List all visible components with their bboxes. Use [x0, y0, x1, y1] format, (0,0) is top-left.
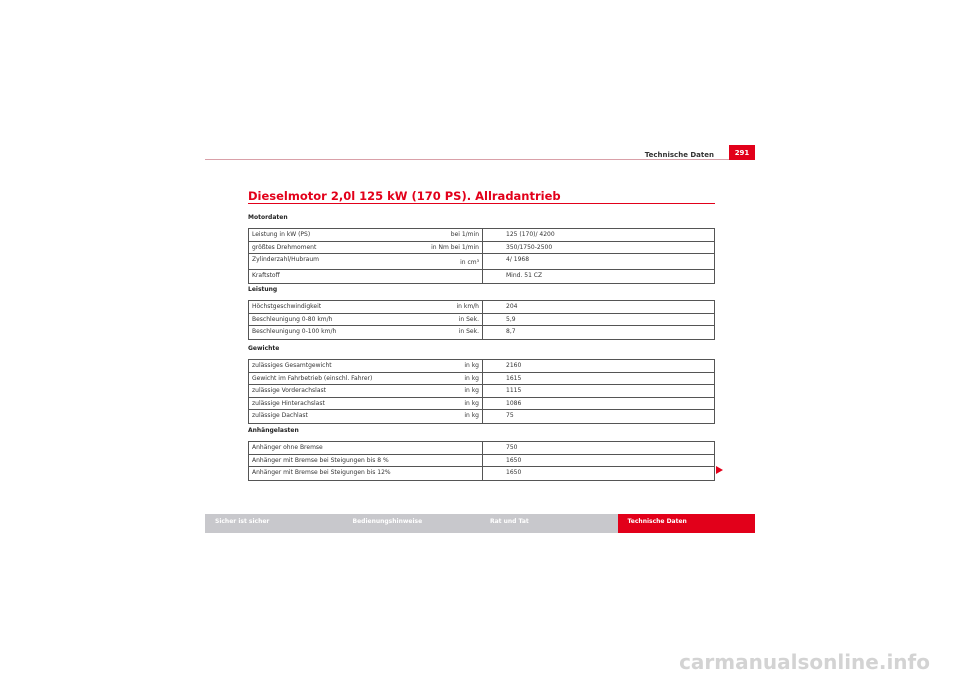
footer-tab-bedienungshinweise[interactable]: Bedienungshinweise: [343, 514, 481, 533]
row-unit: in km/h: [456, 303, 479, 310]
row-value: 204: [506, 303, 518, 310]
row-value: 8,7: [506, 328, 516, 335]
row-value: 1615: [506, 374, 522, 382]
row-label: zulässige Dachlast: [252, 412, 308, 419]
table-row: [249, 467, 714, 480]
row-value: 750: [506, 444, 518, 451]
row-unit: in cm³: [460, 259, 479, 266]
row-label: Gewicht im Fahrbetrieb (einschl. Fahrer): [252, 374, 373, 382]
page-title: Dieselmotor 2,0l 125 kW (170 PS). Allradantrieb: [248, 189, 561, 203]
table-anhaengelasten: [248, 441, 715, 481]
row-unit: in Nm bei 1/min: [431, 243, 479, 251]
footer-tab-rat-und-tat[interactable]: Rat und Tat: [480, 514, 618, 533]
table-row: [249, 398, 714, 411]
row-unit: in kg: [464, 362, 479, 369]
row-unit: in kg: [464, 399, 479, 407]
row-label: Beschleunigung 0-100 km/h: [252, 328, 337, 335]
row-value: Mind. 51 CZ: [506, 272, 543, 279]
row-unit: in kg: [464, 387, 479, 394]
row-label: zulässige Hinterachslast: [252, 399, 325, 407]
row-unit: bei 1/min: [450, 231, 479, 238]
next-page-arrow-icon[interactable]: [716, 466, 723, 474]
section-label-motordaten: Motordaten: [248, 214, 288, 221]
table-row: [249, 373, 714, 386]
row-unit: in Sek.: [458, 315, 479, 323]
row-label: zulässiges Gesamtgewicht: [252, 362, 332, 369]
row-value: 1650: [506, 456, 522, 464]
row-unit: in kg: [464, 412, 479, 419]
row-value: 125 (170)/ 4200: [506, 231, 555, 238]
section-label-leistung: Leistung: [248, 286, 278, 293]
watermark: carmanualsonline.info: [679, 650, 930, 674]
footer-tab-technische-daten[interactable]: Technische Daten: [618, 514, 756, 533]
table-row: [249, 314, 714, 327]
table-motordaten: [248, 228, 715, 284]
row-label: Zylinderzahl/Hubraum: [252, 256, 319, 263]
table-row: [249, 242, 714, 255]
row-value: 1086: [506, 399, 522, 407]
row-label: Anhänger ohne Bremse: [252, 444, 323, 451]
table-row: [249, 301, 714, 314]
row-value: 5,9: [506, 315, 516, 323]
row-label: Anhänger mit Bremse bei Steigungen bis 8 %: [252, 456, 389, 464]
row-label: zulässige Vorderachslast: [252, 387, 326, 394]
table-row: [249, 360, 714, 373]
row-label: Beschleunigung 0-80 km/h: [252, 315, 333, 323]
row-label: Anhänger mit Bremse bei Steigungen bis 12%: [252, 469, 391, 476]
table-gewichte: [248, 359, 715, 424]
row-value: 350/1750-2500: [506, 243, 553, 251]
section-label-anhaengelasten: Anhängelasten: [248, 427, 299, 434]
table-row: [249, 326, 714, 339]
row-unit: in Sek.: [458, 328, 479, 335]
row-value: 4/ 1968: [506, 256, 530, 263]
title-rule: [248, 203, 715, 204]
table-row: [249, 410, 714, 423]
row-label: Leistung in kW (PS): [252, 231, 311, 238]
row-label: Höchstgeschwindigkeit: [252, 303, 322, 310]
footer-tab-sicher-ist-sicher[interactable]: Sicher ist sicher: [205, 514, 343, 533]
page-number-badge: 291: [729, 145, 755, 160]
table-row: [249, 229, 714, 242]
header-rule: [205, 159, 755, 160]
row-value: 2160: [506, 362, 522, 369]
section-label-gewichte: Gewichte: [248, 345, 280, 352]
row-label: größtes Drehmoment: [252, 243, 317, 251]
row-value: 1650: [506, 469, 522, 476]
table-row: [249, 270, 714, 283]
table-row: [249, 455, 714, 468]
row-label: Kraftstoff: [252, 272, 280, 279]
table-row: [249, 254, 714, 270]
row-unit: in kg: [464, 374, 479, 382]
table-row: [249, 442, 714, 455]
table-leistung: [248, 300, 715, 340]
running-header-title: Technische Daten: [644, 151, 714, 159]
row-value: 75: [506, 412, 514, 419]
footer-nav: [205, 514, 755, 533]
table-row: [249, 385, 714, 398]
row-value: 1115: [506, 387, 522, 394]
